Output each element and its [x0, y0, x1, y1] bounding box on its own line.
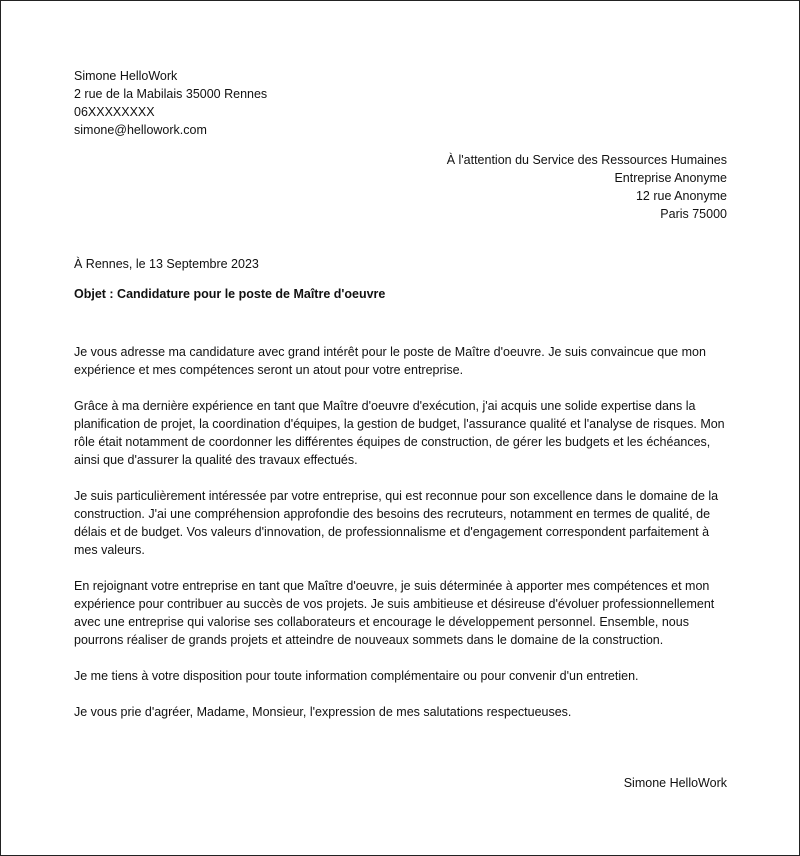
- body-paragraph: Je me tiens à votre disposition pour toute information complémentaire ou pour convenir d'un entretien.: [74, 669, 639, 683]
- letter-body: [74, 343, 734, 739]
- closing-paragraph: Je vous prie d'agréer, Madame, Monsieur, l'expression de mes salutations respectueuses.: [74, 705, 572, 719]
- body-paragraph: Grâce à ma dernière expérience en tant que Maître d'oeuvre d'exécution, j'ai acquis une solide expertise dans la planification de projet, la coordination d'équipes, la gestion de budget, l'assurance qualité et l'analyse de risques. Mon rôle était notamment de coordonner les différentes équipes de construction, de gérer les budgets et les échéances, ainsi que d'assurer la qualité des travaux effectués.: [74, 399, 725, 467]
- sender-phone: 06XXXXXXXX: [74, 105, 155, 119]
- body-paragraph: Je vous adresse ma candidature avec grand intérêt pour le poste de Maître d'oeuvre. Je suis convaincue que mon expérience et mes compétences seront un atout pour votre entreprise.: [74, 345, 706, 377]
- recipient-block: [447, 151, 727, 223]
- recipient-attention: À l'attention du Service des Ressources Humaines: [446, 153, 727, 167]
- sender-name: Simone HelloWork: [74, 69, 178, 83]
- sender-block: [74, 67, 267, 139]
- recipient-city: Paris 75000: [660, 207, 727, 221]
- subject-line: Objet : Candidature pour le poste de Maître d'oeuvre: [74, 287, 386, 301]
- sender-email: simone@hellowork.com: [74, 123, 207, 137]
- body-paragraph: Je suis particulièrement intéressée par votre entreprise, qui est reconnue pour son excellence dans le domaine de la construction. J'ai une compréhension approfondie des besoins des recruteurs, notamment en termes de qualité, de délais et de budget. Vos valeurs d'innovation, de professionnalisme et d'engagement correspondent parfaitement à mes valeurs.: [74, 489, 719, 557]
- body-paragraph: En rejoignant votre entreprise en tant que Maître d'oeuvre, je suis déterminée à apporter mes compétences et mon expérience pour contribuer au succès de vos projets. Je suis ambitieuse et désireuse d'évoluer professionnellement avec une entreprise qui valorise ses collaborateurs et encourage le développement personnel. Ensemble, nous pourrons réaliser de grands projets et atteindre de nouveaux sommets dans le domaine de la construction.: [74, 579, 715, 647]
- recipient-street: 12 rue Anonyme: [635, 189, 727, 203]
- sender-address: 2 rue de la Mabilais 35000 Rennes: [74, 87, 268, 101]
- date-line: À Rennes, le 13 Septembre 2023: [74, 257, 259, 271]
- signature: Simone HelloWork: [623, 776, 727, 790]
- recipient-company: Entreprise Anonyme: [614, 171, 727, 185]
